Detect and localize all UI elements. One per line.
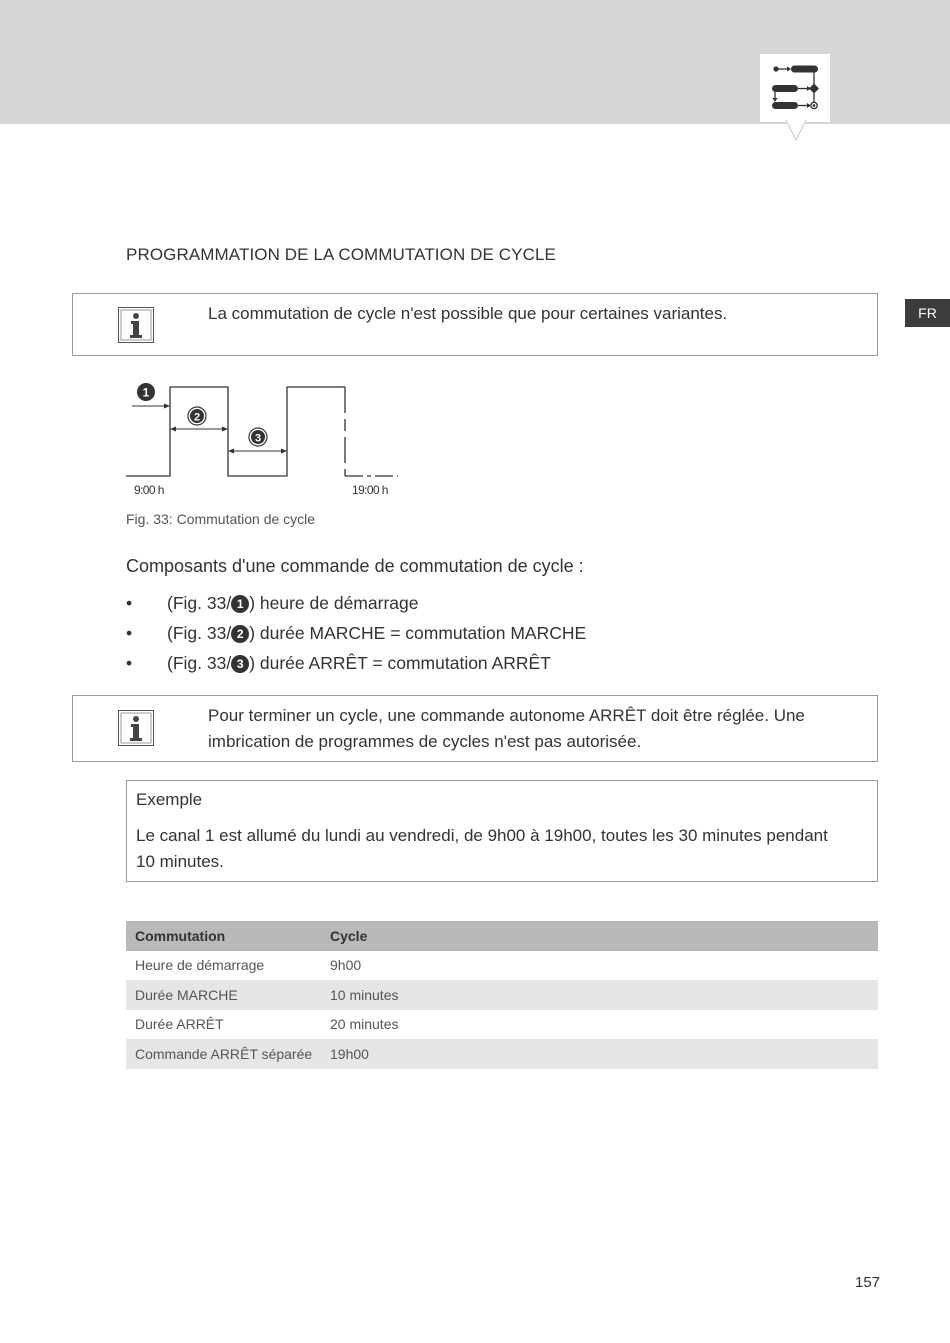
marker-3: [249, 428, 267, 446]
item-text: ) durée MARCHE = commutation MARCHE: [249, 623, 587, 643]
bullet-icon: •: [126, 623, 133, 643]
cycle-diagram-svg: [126, 350, 406, 500]
table-cell: 9h00: [330, 957, 362, 974]
number-badge: 2: [231, 625, 249, 643]
info-icon: [118, 710, 154, 746]
cycle-signal: [126, 387, 342, 476]
column-header: Commutation: [126, 921, 321, 951]
start-time-label: 9:00 h: [134, 483, 164, 497]
page-number: 157: [855, 1274, 881, 1291]
bullet-icon: •: [126, 653, 133, 673]
section-icon-card: [760, 54, 830, 122]
components-intro: Composants d'une commande de commutation de cycle :: [126, 556, 584, 576]
language-tab[interactable]: FR: [905, 299, 950, 327]
marker-3-label: 3: [254, 432, 262, 445]
marker-1-label: 1: [142, 385, 150, 400]
info-icon: [118, 307, 154, 343]
section-pointer-icon: [786, 120, 806, 142]
table-cell: 20 minutes: [330, 1016, 399, 1033]
example-box: [126, 780, 878, 882]
number-badge: 3: [231, 655, 249, 673]
number-badge: 1: [231, 595, 249, 613]
table-cell: 19h00: [321, 1039, 878, 1069]
cycle-table: [126, 921, 878, 1069]
note-text: La commutation de cycle n'est possible que pour certaines variantes.: [208, 304, 728, 323]
item-text: ) durée ARRÊT = commutation ARRÊT: [249, 653, 551, 673]
table-row: [126, 980, 878, 1010]
end-time-label: 19:00 h: [352, 483, 388, 497]
note-text: Pour terminer un cycle, une commande autonome ARRÊT doit être réglée. Une imbrication de programmes de cycles n'est pas autorisée.: [208, 706, 805, 751]
program-flow-icon: [760, 54, 830, 122]
marker-2-label: 2: [193, 411, 201, 424]
note-box-cycle-end: [72, 695, 878, 762]
column-header: Cycle: [321, 921, 878, 951]
example-title: Exemple: [136, 790, 203, 809]
table-cell: Commande ARRÊT séparée: [126, 1039, 321, 1069]
marker-1: [137, 383, 155, 401]
cycle-diagram: [126, 350, 406, 505]
section-title: PROGRAMMATION DE LA COMMUTATION DE CYCLE: [126, 245, 556, 264]
table-cell: Durée MARCHE: [126, 980, 321, 1010]
item-prefix: (Fig. 33/: [167, 593, 232, 613]
item-text: ) heure de démarrage: [249, 593, 419, 613]
note-box-variants: [72, 293, 878, 356]
table-cell: Durée ARRÊT: [135, 1016, 224, 1033]
figure-caption: Fig. 33: Commutation de cycle: [126, 511, 316, 527]
table-cell: 10 minutes: [321, 980, 878, 1010]
table-row: [126, 951, 878, 981]
table-row: [126, 1010, 878, 1040]
item-prefix: (Fig. 33/: [167, 653, 232, 673]
table-cell: Heure de démarrage: [135, 957, 265, 974]
example-text: Le canal 1 est allumé du lundi au vendredi, de 9h00 à 19h00, toutes les 30 minutes pendant 10 minutes.: [136, 826, 828, 871]
table-header-row: [126, 921, 878, 951]
table-row: [126, 1039, 878, 1069]
bullet-icon: •: [126, 593, 133, 613]
marker-2: [188, 407, 206, 425]
item-prefix: (Fig. 33/: [167, 623, 232, 643]
